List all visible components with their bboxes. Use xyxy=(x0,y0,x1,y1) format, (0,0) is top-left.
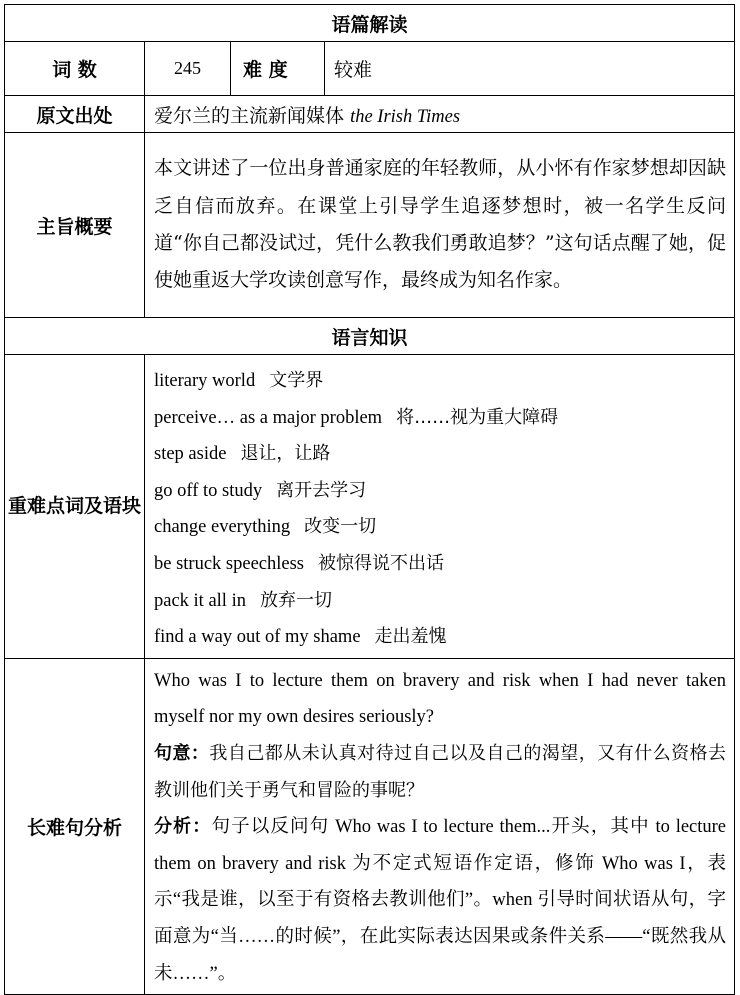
vocab-item: change everything 改变一切 xyxy=(154,516,377,538)
vocab-item: perceive… as a major problem 将……视为重大障碍 xyxy=(154,406,559,428)
vocab-item: find a way out of my shame 走出羞愧 xyxy=(154,626,447,648)
analysis-label: 分析： xyxy=(154,816,212,838)
vocab-list xyxy=(145,355,735,659)
section-header-reading: 语篇解读 xyxy=(5,5,735,42)
difficulty-value: 较难 xyxy=(325,42,735,96)
source-value xyxy=(145,96,735,133)
sentence-breakdown xyxy=(154,809,726,992)
difficulty-label: 难 度 xyxy=(231,42,325,96)
vocab-item: go off to study 离开去学习 xyxy=(154,479,367,501)
source-label: 原文出处 xyxy=(5,96,145,133)
vocab-item: literary world 文学界 xyxy=(154,370,324,391)
summary-label: 主旨概要 xyxy=(5,133,145,318)
sentence-analysis xyxy=(145,658,735,994)
summary-text: 本文讲述了一位出身普通家庭的年轻教师，从小怀有作家梦想却因缺乏自信而放弃。在课堂上引导学生追逐梦想时，被一名学生反问道“你自己都没试过，凭什么教我们勇敢追梦？”这句话点醒了她，促使她重返大学攻读创意写作，最终成为知名作家。 xyxy=(145,133,735,318)
word-count-label: 词 数 xyxy=(5,42,145,96)
source-prefix: 爱尔兰的主流新闻媒体 xyxy=(154,104,345,127)
vocab-item: pack it all in 放弃一切 xyxy=(154,589,332,611)
sentence-meaning xyxy=(154,736,726,809)
meaning-text: 我自己都从未认真对待过自己以及自己的渴望，又有什么资格去教训他们关于勇气和冒险的事呢？ xyxy=(154,742,727,801)
reading-analysis-table xyxy=(4,4,735,995)
vocab-label: 重难点词及语块 xyxy=(5,355,145,659)
word-count-value: 245 xyxy=(145,42,231,96)
reading-table-page xyxy=(4,4,734,995)
section-header-language: 语言知识 xyxy=(5,318,735,355)
source-name: the Irish Times xyxy=(350,106,461,127)
meaning-label: 句意： xyxy=(154,742,210,764)
sentence-english: Who was I to lecture them on bravery and risk when I had never taken myself nor my own desires seriously? xyxy=(154,670,727,728)
vocab-item: step aside 退让，让路 xyxy=(154,443,331,465)
vocab-item: be struck speechless 被惊得说不出话 xyxy=(154,552,445,574)
analysis-text: 句子以反问句 Who was I to lecture them...开头，其中 to lecture them on bravery and risk 为不定式短语作定语，修饰 Who was I，表示“我是谁，以至于有资格去教训他们”。when 引导时间状语从句，字面意为“当……的时候”，在此实际表达因果或条件关系——“既然我从未……”。 xyxy=(154,817,727,984)
sentence-label: 长难句分析 xyxy=(5,658,145,994)
